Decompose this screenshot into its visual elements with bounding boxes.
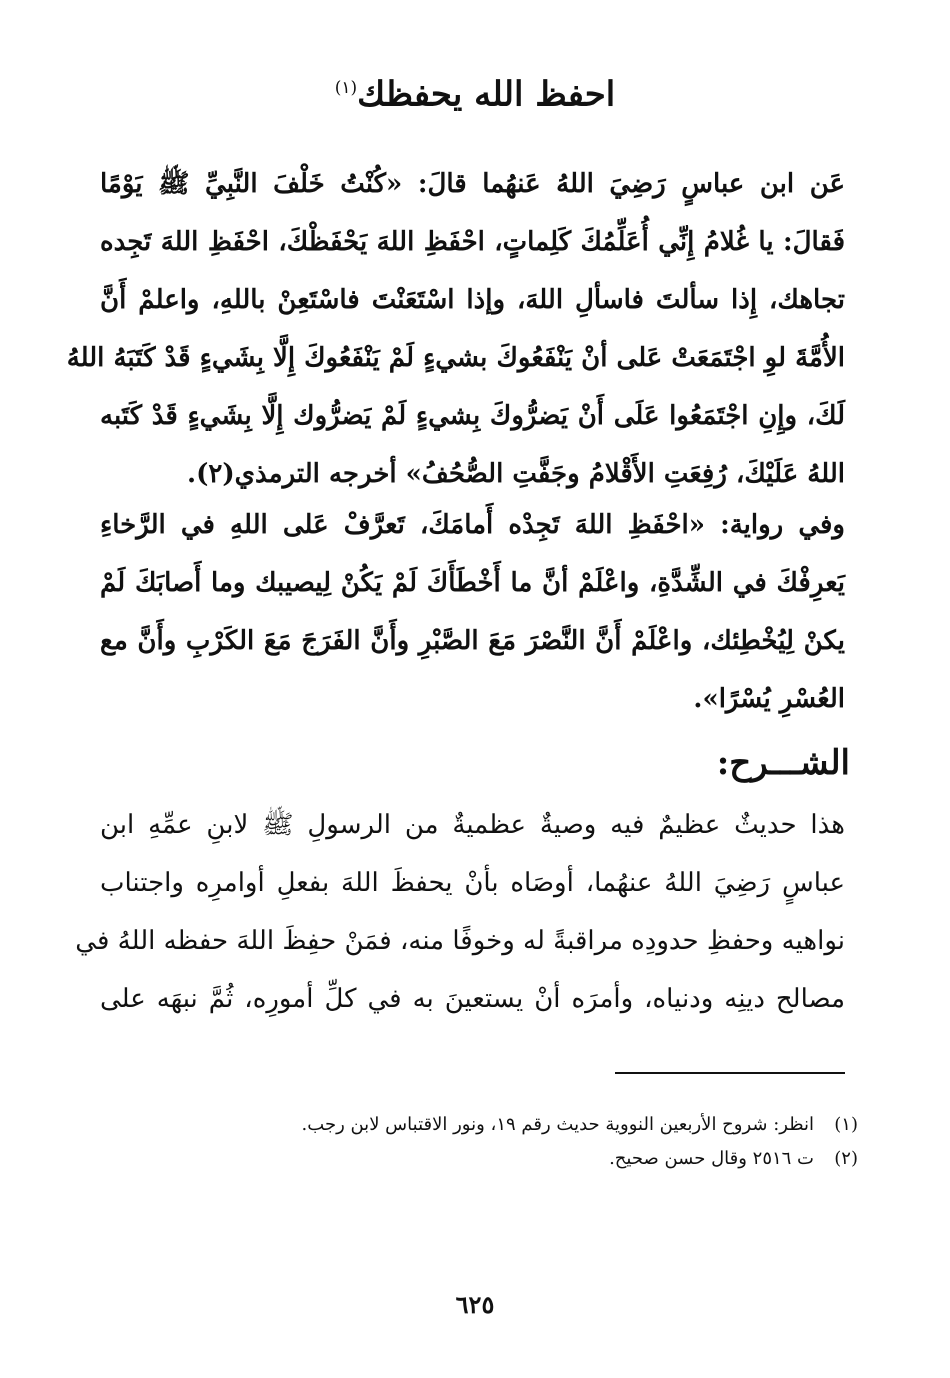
sharh-heading: الشـــرح: [716,743,850,783]
chapter-title-text: احفظ الله يحفظك [357,74,616,115]
riwaya-line: العُسْرِ يُسْرًا». [693,684,845,714]
footnote-number: (٢) [834,1148,858,1169]
riwaya-line: يكنْ لِيُخْطِئك، واعْلَمْ أَنَّ النَّصْرَ مَعَ الصَّبْرِ وأَنَّ الفَرَجَ مَعَ الكَرْبِ وأَنَّ مع [100,626,845,656]
hadith-line: لَكَ، وإِنِ اجْتَمَعُوا عَلَى أَنْ يَضرُّوكَ بِشيءٍ لَمْ يَضرُّوك إِلَّا بِشَيءٍ قَدْ كَتَبه [100,401,845,431]
sharh-line: هذا حديثٌ عظيمٌ فيه وصيةٌ عظميةٌ من الرسولِ ﷺ لابنِ عمِّهِ ابن [100,810,845,840]
page-number: ٦٢٥ [455,1290,495,1319]
sharh-line: مصالح دينِه ودنياه، وأمرَه أنْ يستعينَ به في كلِّ أمورِه، ثُمَّ نبهَه على [100,984,845,1014]
riwaya-paragraph [100,496,845,728]
hadith-line: عَن ابن عباسٍ رَضِيَ اللهُ عَنهُما قالَ: «كُنْتُ خَلْفَ النَّبِيِّ ﷺ يَوْمًا [100,169,845,199]
riwaya-line: يَعرِفْكَ في الشِّدَّةِ، واعْلَمْ أنَّ ما أَخْطَأَكَ لَمْ يَكُنْ لِيصيبك وما أَصابَكَ لَمْ [100,568,845,598]
footnote-text: انظر: شروح الأربعين النووية حديث رقم ١٩، ونور الاقتباس لابن رجب. [301,1114,814,1135]
footnote-number: (١) [834,1114,858,1135]
chapter-title [0,58,950,124]
footnote-item [302,1142,858,1176]
hadith-line: اللهُ عَلَيْكَ، رُفِعَتِ الأَقْلامُ وجَفَّتِ الصُّحُفُ» أخرجه الترمذي(٢). [187,459,845,489]
sharh-line: نواهيه وحفظِ حدودِه مراقبةً له وخوفًا منه، فمَنْ حفِظَ اللهَ حفظه اللهُ في [75,926,845,956]
footnote-text: ت ٢٥١٦ وقال حسن صحيح. [609,1148,814,1169]
hadith-paragraph [66,155,845,503]
footnotes [302,1108,858,1176]
footnote-separator [615,1072,845,1074]
hadith-line: تجاهك، إِذا سألتَ فاسألِ اللهَ، وإذا اسْتَعَنْتَ فاسْتَعِنْ باللهِ، واعلمْ أَنَّ [100,285,845,315]
title-footnote-ref: (١) [334,78,358,98]
hadith-line: فَقالَ: يا غُلامُ إِنِّي أُعَلِّمُكَ كَلِماتٍ، احْفَظِ اللهَ يَحْفَظْكَ، احْفَظِ اللهَ تَجِده [100,227,845,257]
hadith-line: الأُمَّةَ لوِ اجْتَمَعَتْ عَلى أنْ يَنْفَعُوكَ بشيءٍ لَمْ يَنْفَعُوكَ إِلَّا بِشَيءٍ قَدْ كَتَبَهُ اللهُ [66,343,845,373]
sharh-line: عباسٍ رَضِيَ اللهُ عنهُما، أوصَاه بأنْ يحفظَ اللهَ بفعلِ أوامرِه واجتناب [100,868,845,898]
riwaya-line: وفي رواية: «احْفَظِ اللهَ تَجِدْه أَمامَكَ، تَعرَّفْ عَلى اللهِ في الرَّخاءِ [100,510,845,540]
sharh-paragraph [75,796,845,1028]
footnote-item [302,1108,858,1142]
